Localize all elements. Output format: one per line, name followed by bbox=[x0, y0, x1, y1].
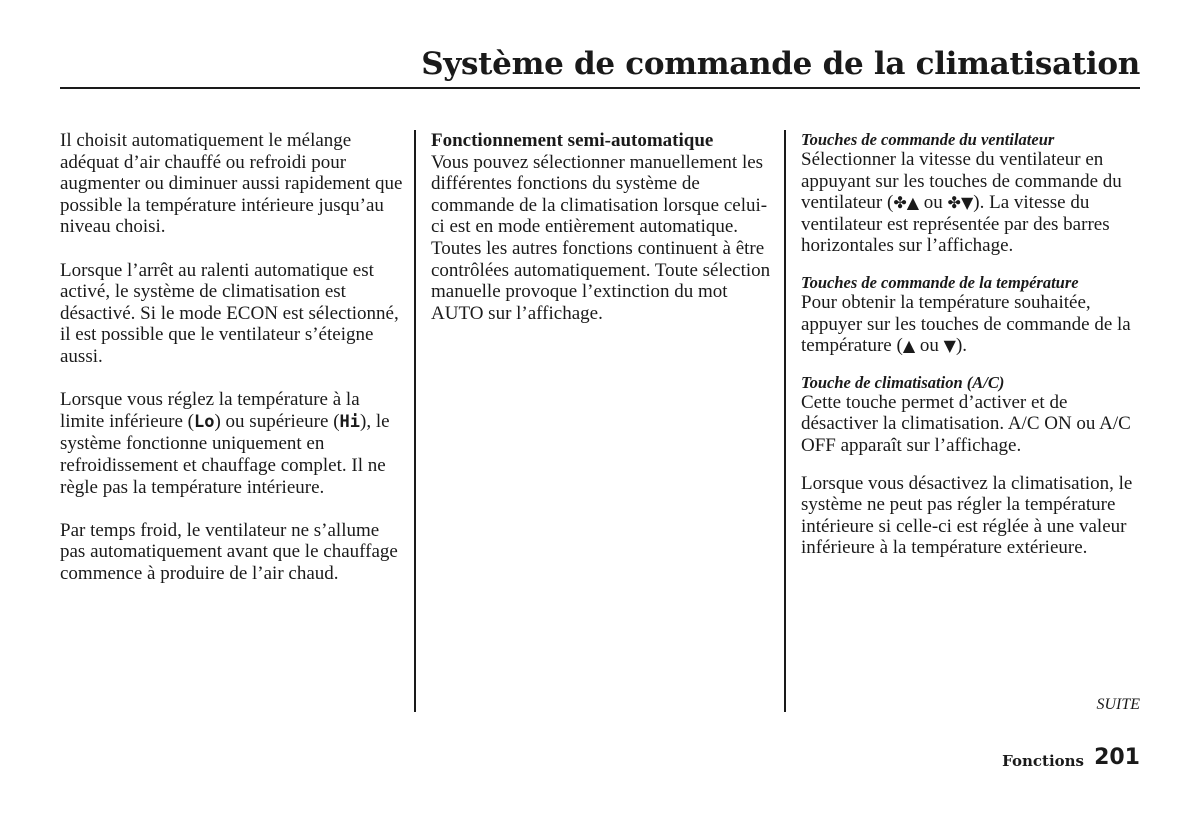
column-divider-2 bbox=[784, 130, 786, 712]
temperature-controls-heading: Touches de commande de la température bbox=[801, 272, 1079, 292]
temp-text-b: ). bbox=[955, 335, 968, 357]
column-2 bbox=[431, 130, 776, 346]
paragraph-ac-off: Lorsque vous désactivez la climatisation, le système ne peut pas régler la température intérieure si celle-ci est réglée à une valeur inférieure à la température extérieure. bbox=[801, 472, 1133, 559]
footer-section-name: Fonctions bbox=[1002, 752, 1084, 770]
section-temperature-controls bbox=[801, 273, 1146, 357]
triangle-down-icon: ▼ bbox=[960, 193, 974, 213]
paragraph-cold-weather: Par temps froid, le ventilateur ne s’allume pas automatiquement avant que le chauffage commence à produire de l’air chaud. bbox=[60, 519, 398, 584]
limits-text-b: ) ou supérieure ( bbox=[214, 410, 340, 432]
temp-text-a: Pour obtenir la température souhaitée, appuyer sur les touches de commande de la température ( bbox=[801, 291, 1131, 357]
column-divider-1 bbox=[414, 130, 416, 712]
ac-button-heading: Touche de climatisation (A/C) bbox=[801, 372, 1005, 392]
paragraph-limits bbox=[60, 389, 405, 498]
triangle-up-icon: ▲ bbox=[902, 336, 916, 356]
section-ac-button bbox=[801, 373, 1146, 457]
semi-auto-heading: Fonctionnement semi-automatique bbox=[431, 130, 714, 151]
fan-controls-heading: Touches de commande du ventilateur bbox=[801, 130, 1055, 149]
fan-icon: ✤ bbox=[893, 193, 907, 213]
title-rule bbox=[60, 87, 1140, 89]
limits-text-a: Lorsque vous réglez la température à la limite inférieure ( bbox=[60, 389, 360, 432]
fan-or: ou bbox=[919, 192, 948, 214]
paragraph-mix: Il choisit automatiquement le mélange adéquat d’air chauffé ou refroidi pour augmenter ou diminuer aussi rapidement que possible la température intérieure jusqu’au niveau choisi. bbox=[60, 130, 403, 238]
fan-text-b: ). La vitesse du ventilateur est représentée par des barres horizontales sur l’affichage. bbox=[801, 192, 1110, 257]
temp-or: ou bbox=[915, 335, 944, 357]
column-3 bbox=[801, 130, 1146, 581]
page-number: 201 bbox=[1094, 745, 1140, 770]
paragraph-semi-auto: Vous pouvez sélectionner manuellement les différentes fonctions du système de commande de la climatisation lorsque celui-ci est en mode entièrement automatique. Toutes les autres fonctions continuent à être contrôlées automatiquement. Toute sélection manuelle provoque l’extinction du mot AUTO sur l’affichage. bbox=[431, 151, 771, 324]
display-lo-glyph: Lo bbox=[194, 411, 215, 432]
fan-icon: ✤ bbox=[947, 193, 961, 213]
section-fan-controls bbox=[801, 130, 1146, 257]
page-title: Système de commande de la climatisation bbox=[421, 46, 1140, 82]
ac-button-text: Cette touche permet d’activer et de désactiver la climatisation. A/C ON ou A/C OFF apparaît sur l’affichage. bbox=[801, 391, 1131, 456]
triangle-up-icon: ▲ bbox=[906, 193, 920, 213]
fan-text-a: Sélectionner la vitesse du ventilateur en appuyant sur les touches de commande du ventilateur ( bbox=[801, 149, 1122, 214]
triangle-down-icon: ▼ bbox=[943, 336, 956, 356]
limits-text-c: ), le système fonctionne uniquement en refroidissement et chauffage complet. Il ne règle pas la température intérieure. bbox=[60, 410, 390, 498]
paragraph-idle-stop: Lorsque l’arrêt au ralenti automatique est activé, le système de climatisation est désactivé. Si le mode ECON est sélectionné, il est possible que le ventilateur s’éteigne aussi. bbox=[60, 259, 399, 367]
display-hi-glyph: Hi bbox=[339, 411, 360, 432]
column-1 bbox=[60, 130, 405, 606]
continued-label: SUITE bbox=[1096, 696, 1140, 713]
